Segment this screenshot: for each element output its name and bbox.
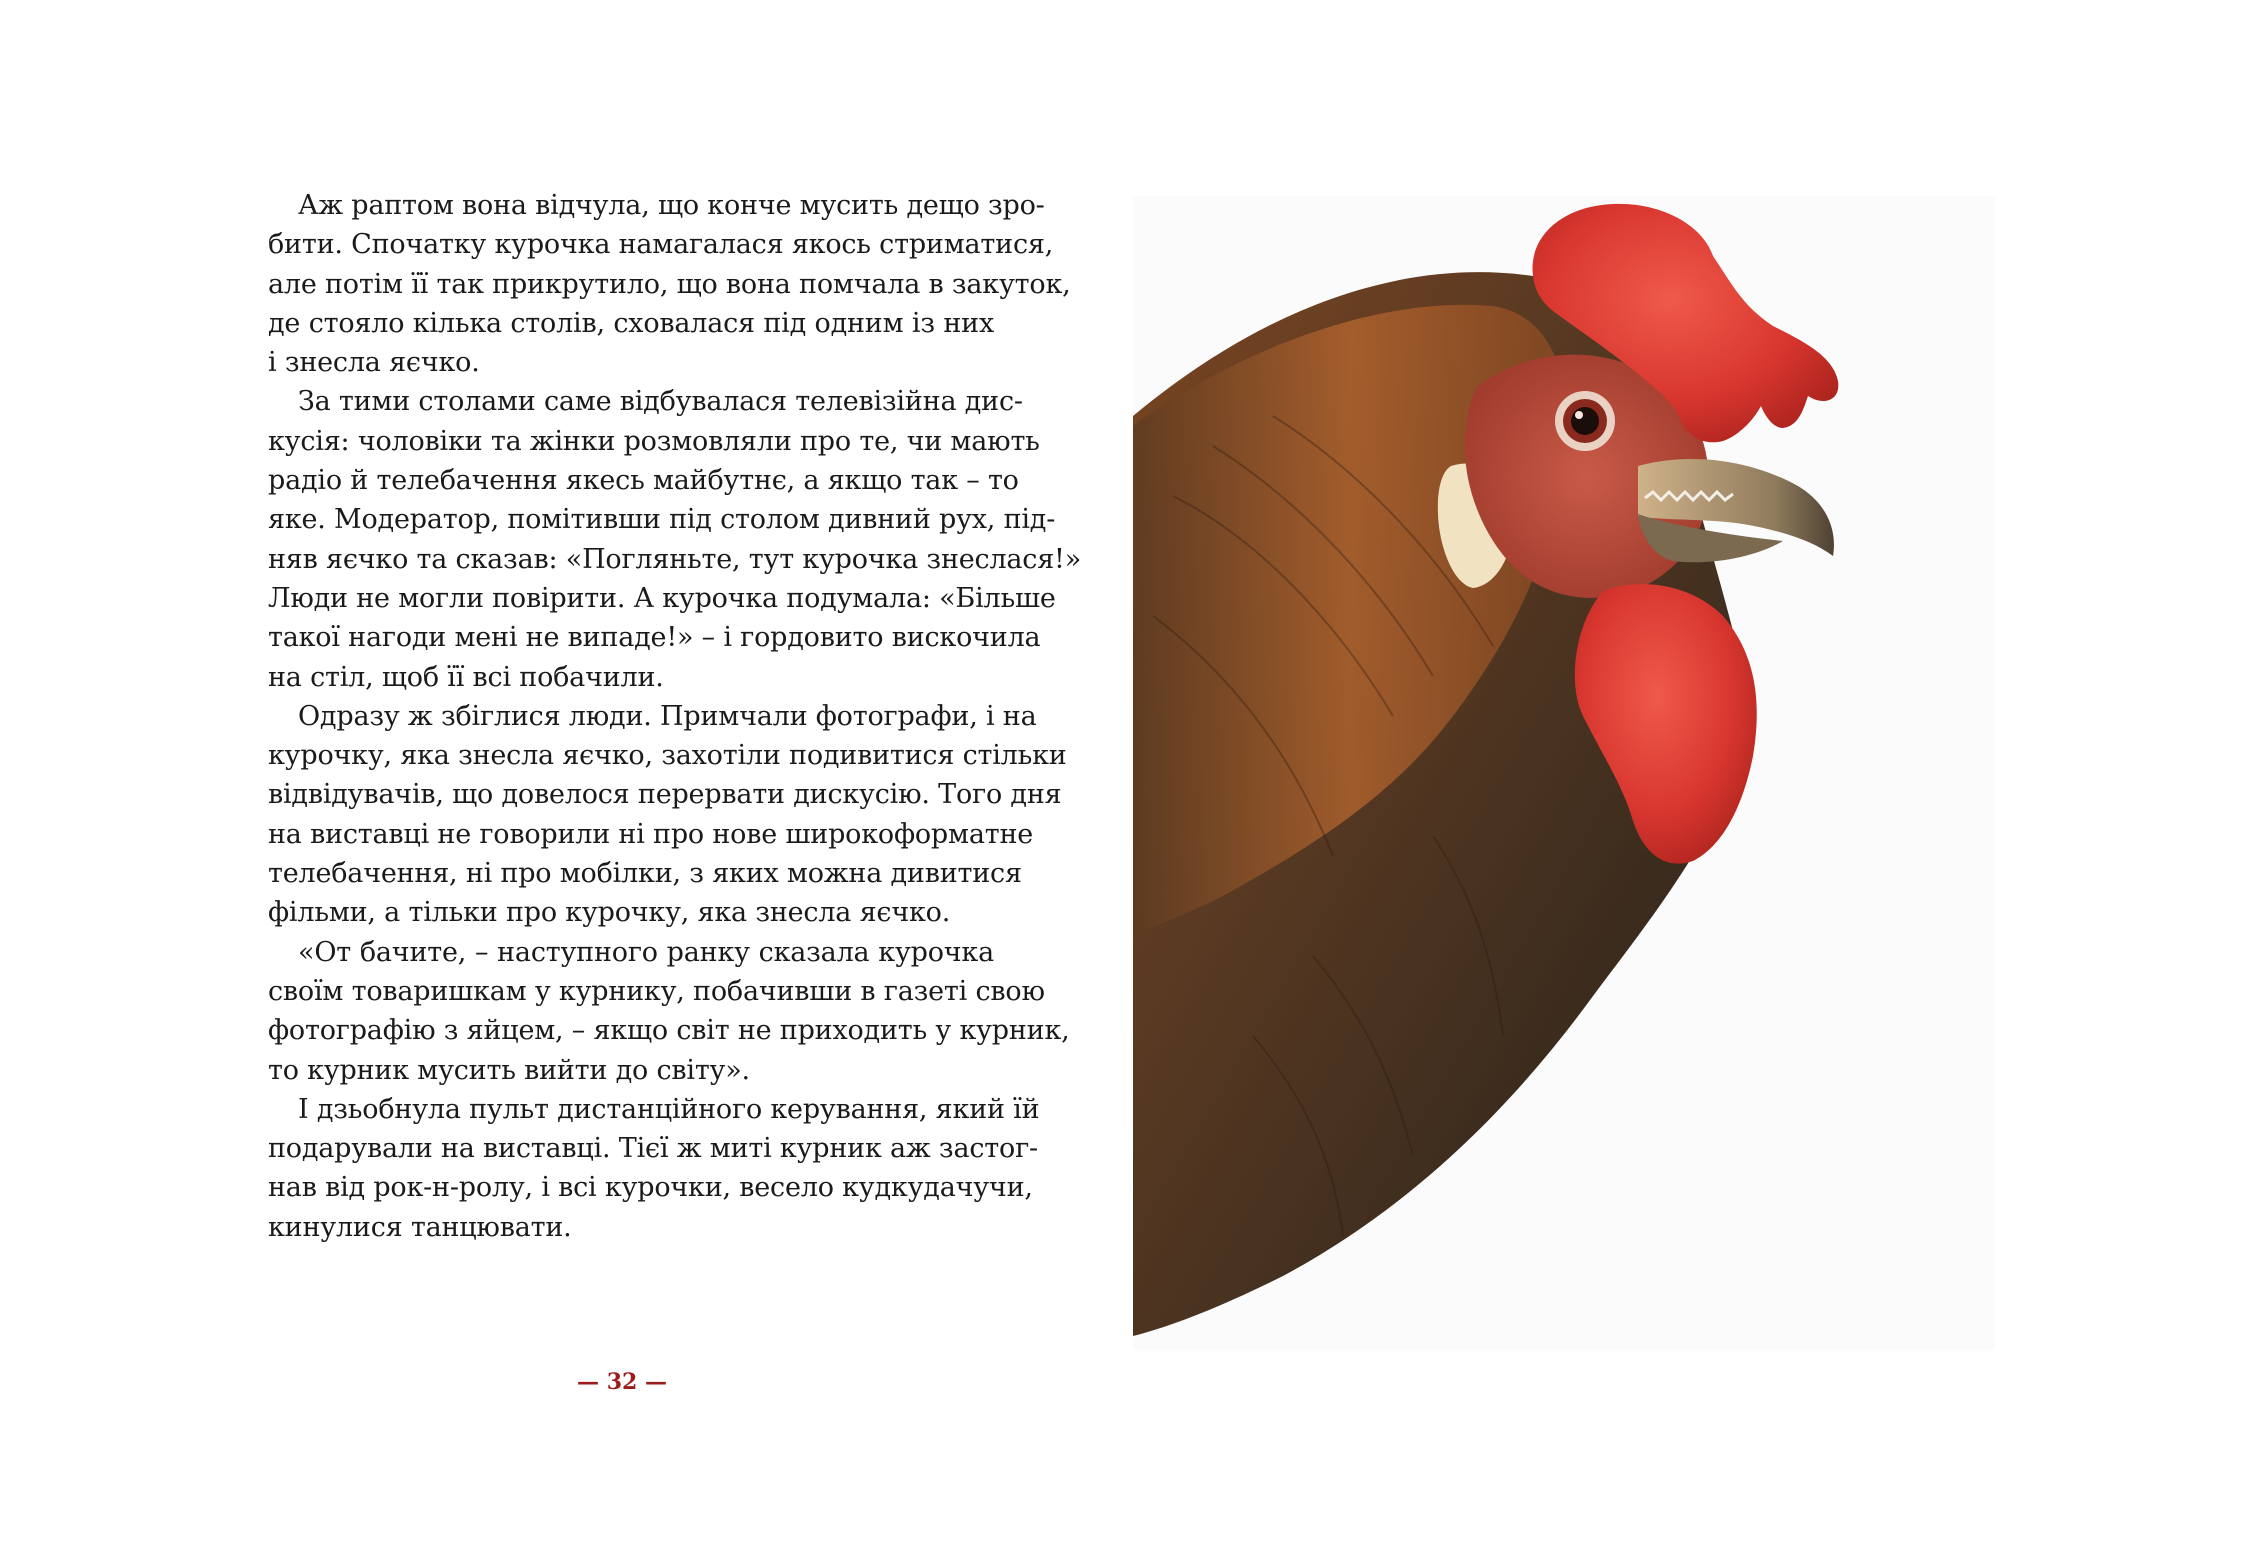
text-line: «От бачите, – наступного ранку сказала курочка [298, 936, 994, 968]
page-number: — 32 — [577, 1369, 667, 1395]
paragraph [238, 382, 1082, 696]
text-line: фотографію з яйцем, – якщо світ не приходить у курник, [268, 1015, 1070, 1047]
paragraph [238, 697, 1067, 933]
text-line: своїм товаришкам у курнику, побачивши в газеті свою [268, 975, 1045, 1007]
text-line: подарували на виставці. Тієї ж миті курник аж застог- [268, 1133, 1038, 1165]
text-line: кинулися танцювати. [268, 1211, 572, 1243]
text-line: на стіл, щоб її всі побачили. [268, 661, 664, 693]
paragraph [238, 1090, 1040, 1247]
text-line: телебачення, ні про мобілки, з яких можна дивитися [268, 858, 1022, 890]
text-line: то курник мусить вийти до світу». [268, 1054, 750, 1086]
text-line: нав від рок-н-ролу, і всі курочки, весело кудкудачучи, [268, 1172, 1033, 1204]
text-line: курочку, яка знесла яєчко, захотіли подивитися стільки [268, 740, 1067, 772]
text-line: на виставці не говорили ні про нове широкоформатне [268, 818, 1034, 850]
text-line: такої нагоди мені не випаде!» – і гордовито вискочила [268, 622, 1041, 654]
text-line: фільми, а тільки про курочку, яка знесла яєчко. [268, 897, 951, 929]
text-line: бити. Спочатку курочка намагалася якось стриматися, [268, 229, 1054, 261]
rooster-illustration [1133, 196, 1995, 1350]
text-line: радіо й телебачення якесь майбутнє, а якщо так – то [268, 465, 1019, 497]
paragraph [238, 186, 1071, 382]
eye-highlight [1575, 411, 1583, 419]
eye-pupil [1571, 407, 1599, 435]
text-line: Одразу ж збіглися люди. Примчали фотографи, і на [298, 700, 1037, 732]
text-line: де стояло кілька столів, сховалася під одним із них [268, 307, 994, 339]
text-line: яке. Модератор, помітивши під столом дивний рух, під- [268, 504, 1056, 536]
text-line: Аж раптом вона відчула, що конче мусить дещо зро- [298, 190, 1045, 221]
text-line: няв яєчко та сказав: «Погляньте, тут курочка знеслася!» [268, 543, 1082, 575]
text-line: але потім її так прикрутило, що вона помчала в закуток, [268, 268, 1071, 300]
story-text [238, 186, 1082, 1247]
text-line: І дзьобнула пульт дистанційного керування, який їй [298, 1093, 1040, 1125]
text-line: Люди не могли повірити. А курочка подумала: «Більше [268, 582, 1056, 614]
rooster-head-drawing [1133, 196, 1995, 1350]
paragraph [238, 933, 1070, 1090]
text-line: кусія: чоловіки та жінки розмовляли про те, чи мають [268, 425, 1040, 457]
text-line: За тими столами саме відбувалася телевізійна дис- [298, 386, 1023, 418]
text-line: відвідувачів, що довелося перервати дискусію. Того дня [268, 779, 1062, 811]
text-line: і знесла яєчко. [268, 347, 480, 379]
